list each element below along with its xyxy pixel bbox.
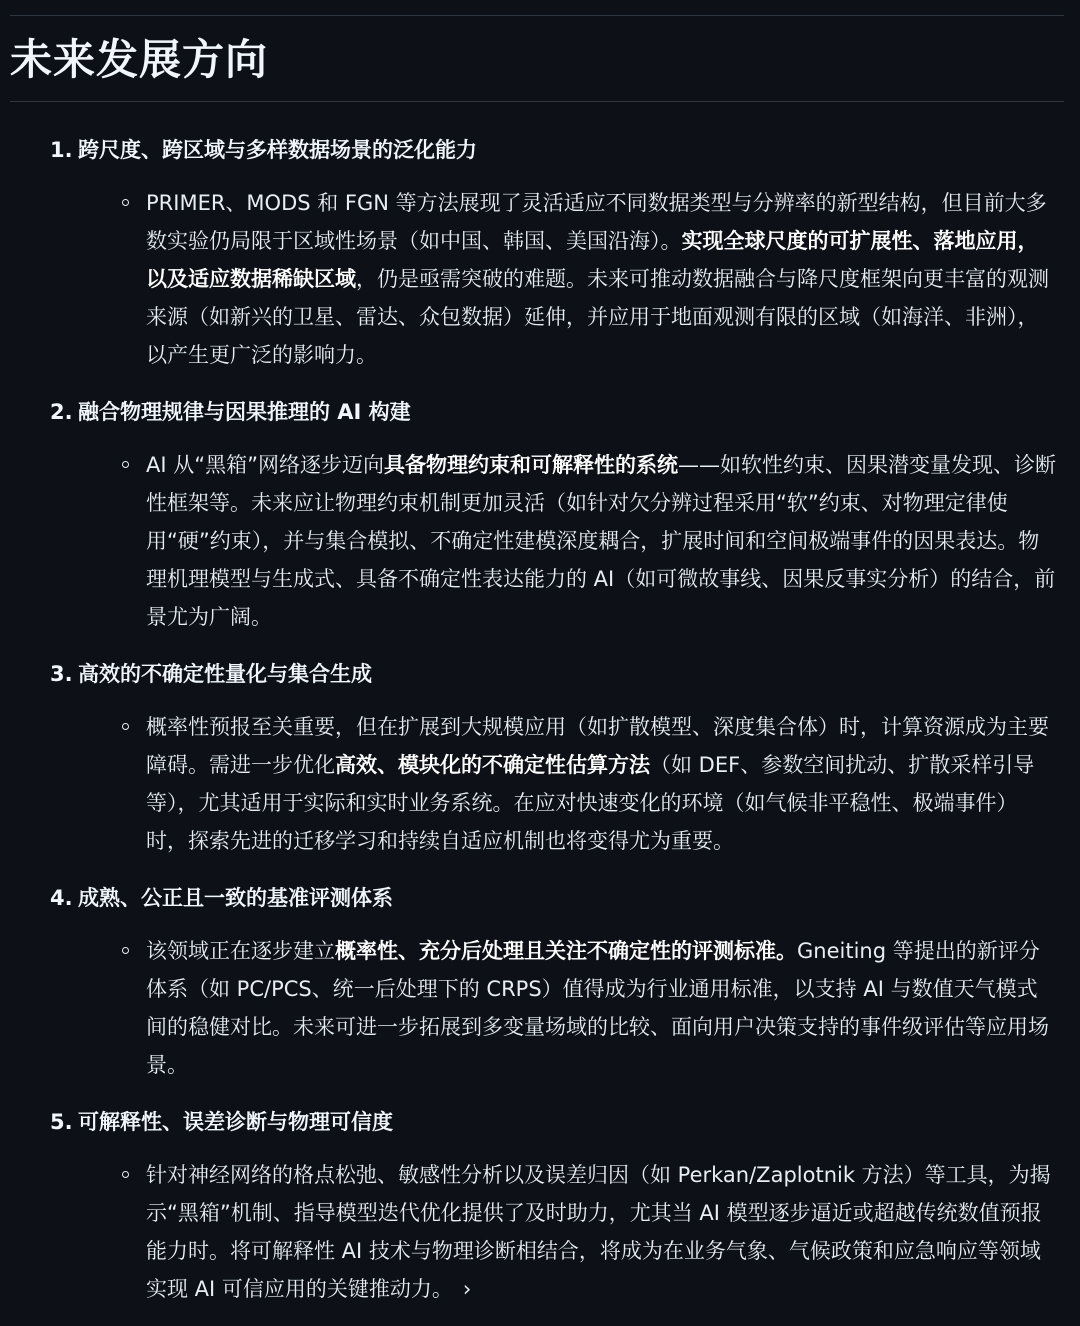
ordered-list [0,130,1080,1326]
sub-bullet [146,184,1056,374]
item-number: 3. [50,662,73,686]
chevron-right-icon[interactable]: › [462,1277,472,1301]
circle-bullet-icon [122,1171,129,1178]
item-title-text: 融合物理规律与因果推理的 AI 构建 [78,400,411,424]
list-item [0,130,1080,374]
top-divider [10,15,1064,16]
item-title-text: 跨尺度、跨区域与多样数据场景的泛化能力 [78,138,477,162]
list-item [0,1102,1080,1308]
bold-text: 实现全球尺度的可扩展性、落地应用，以及适应数据稀缺区域 [146,229,1039,291]
item-number: 2. [50,400,73,424]
item-title [50,654,1080,694]
text: 该领域正在逐步建立 [146,939,335,963]
sub-bullet [146,708,1056,860]
item-title-text: 成熟、公正且一致的基准评测体系 [78,886,393,910]
item-title-text: 高效的不确定性量化与集合生成 [78,662,372,686]
page-title: 未来发展方向 [10,35,269,84]
item-title-text: 可解释性、误差诊断与物理可信度 [78,1110,393,1134]
heading-divider [10,101,1064,102]
list-item [0,392,1080,636]
text: AI 从“黑箱”网络逐步迈向 [146,453,384,477]
circle-bullet-icon [122,461,129,468]
circle-bullet-icon [122,947,129,954]
circle-bullet-icon [122,723,129,730]
text: ——如软性约束、因果潜变量发现、诊断性框架等。未来应让物理约束机制更加灵活（如针对欠分辨过程采用“软”约束、对物理定律使用“硬”约束），并与集合模拟、不确定性建模深度耦合，扩展时间和空间极端事件的因果表达。物理机理模型与生成式、具备不确定性表达能力的 AI（如可微故事线、因果反事实分析）的结合，前景尤为广阔。 [146,453,1056,629]
sub-bullet [146,932,1056,1084]
item-title [50,1102,1080,1142]
item-title [50,878,1080,918]
item-title [50,392,1080,432]
sub-bullet [146,1156,1056,1308]
sub-bullet [146,446,1056,636]
item-number: 4. [50,886,73,910]
bold-text: 具备物理约束和可解释性的系统 [384,453,678,477]
item-title [50,130,1080,170]
item-number: 5. [50,1110,73,1134]
list-item [0,654,1080,860]
item-number: 1. [50,138,73,162]
text: PRIMER、MODS 和 FGN 等方法展现了灵活适应不同数据类型与分辨率的新型结构，但目前大多数实验仍局限于区域性场景（如中国、韩国、美国沿海）。 [146,191,1047,253]
circle-bullet-icon [122,199,129,206]
bold-text: 概率性、充分后处理且关注不确定性的评测标准。 [335,939,797,963]
text: 针对神经网络的格点松弛、敏感性分析以及误差归因（如 Perkan/Zaplotnik 方法）等工具，为揭示“黑箱”机制、指导模型迭代优化提供了及时助力，尤其当 AI 模型逐步逼近或超越传统数值预报能力时。将可解释性 AI 技术与物理诊断相结合，将成为在业务气象、气候政策和应急响应等领域实现 AI 可信应用的关键推动力。 [146,1163,1051,1301]
text: Gneiting 等提出的新评分体系（如 PC/PCS、统一后处理下的 CRPS）值得成为行业通用标准，以支持 AI 与数值天气模式间的稳健对比。未来可进一步拓展到多变量场域的比较、面向用户决策支持的事件级评估等应用场景。 [146,939,1049,1077]
bold-text: 高效、模块化的不确定性估算方法 [335,753,650,777]
list-item [0,878,1080,1084]
text: ，仍是亟需突破的难题。未来可推动数据融合与降尺度框架向更丰富的观测来源（如新兴的卫星、雷达、众包数据）延伸，并应用于地面观测有限的区域（如海洋、非洲），以产生更广泛的影响力。 [146,267,1049,367]
text: 概率性预报至关重要，但在扩展到大规模应用（如扩散模型、深度集合体）时，计算资源成为主要障碍。需进一步优化 [146,715,1049,777]
text: （如 DEF、参数空间扰动、扩散采样引导等），尤其适用于实际和实时业务系统。在应对快速变化的环境（如气候非平稳性、极端事件）时，探索先进的迁移学习和持续自适应机制也将变得尤为重要。 [146,753,1035,853]
